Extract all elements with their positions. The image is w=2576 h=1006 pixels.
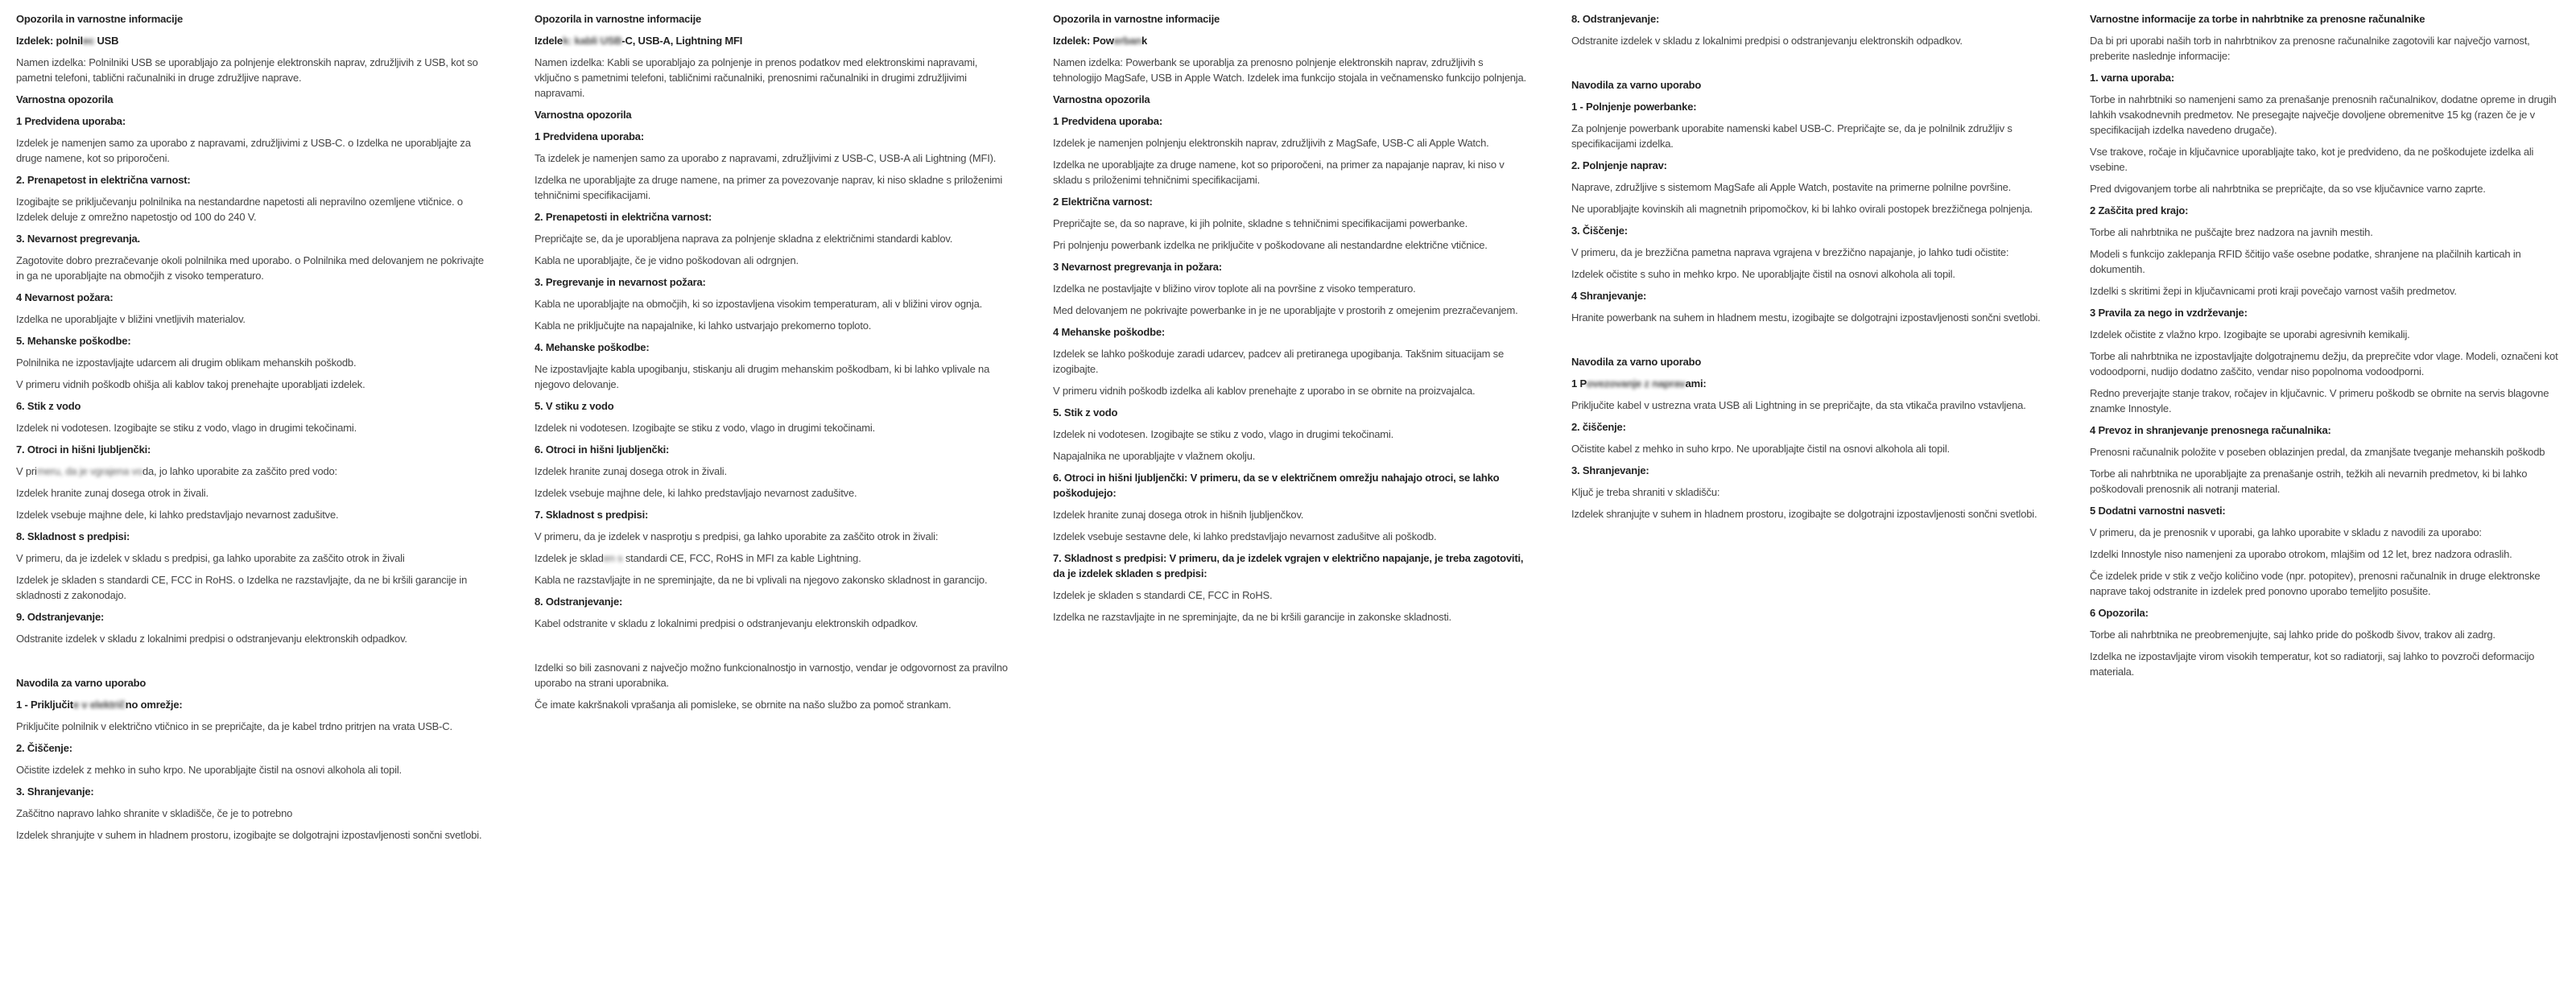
section-heading: 5 Dodatni varnostni nasveti: — [2090, 505, 2226, 517]
paragraph: Izdelek očistite z vlažno krpo. Izogibajte se uporabi agresivnih kemikalij. — [2090, 328, 2410, 340]
paragraph: V primeru vidnih poškodb ohišja ali kablov takoj prenehajte uporabljati izdelek. — [16, 378, 365, 390]
section-heading: 5. Mehanske poškodbe: — [16, 335, 131, 347]
paragraph: Torbe ali nahrbtnika ne izpostavljajte dolgotrajnemu dežju, da preprečite vdor vlage. Modeli, označeni kot vodoodporni, nudijo dodatno zaščito, vendar niso popolnoma vodoodporni. — [2090, 350, 2561, 377]
paragraph: Torbe ali nahrbtnika ne preobremenjujte, saj lahko pride do poškodb šivov, trakov ali zadrg. — [2090, 629, 2496, 641]
section-heading: Navodila za varno uporabo — [16, 677, 147, 689]
text-segment: no omrežje: — [125, 699, 183, 711]
section-heading: 7. Otroci in hišni ljubljenčki: — [16, 443, 151, 456]
section-heading: 3. Shranjevanje: — [16, 785, 94, 798]
paragraph: Torbe ali nahrbtnika ne puščajte brez nadzora na javnih mestih. — [2090, 226, 2373, 238]
section-heading: 3 Nevarnost pregrevanja in požara: — [1053, 261, 1222, 273]
paragraph: Med delovanjem ne pokrivajte powerbanke in je ne uporabljajte v prostorih z omejenim prezračevanjem. — [1053, 304, 1518, 316]
paragraph: Za polnjenje powerbank uporabite namenski kabel USB-C. Prepričajte se, da je polnilnik združljiv s specifikacijami izdelka. — [1571, 122, 2016, 150]
paragraph: V primeru, da je izdelek v skladu s predpisi, ga lahko uporabite za zaščito otrok in živali — [16, 552, 405, 564]
paragraph: Izdelek shranjujte v suhem in hladnem prostoru, izogibajte se dolgotrajni izpostavljenosti sončni svetlobi. — [16, 829, 482, 841]
section-heading: 7. Skladnost s predpisi: V primeru, da je izdelek vgrajen v električno napajanje, je treba zagotoviti, da je izdelek skladen s predpisi: — [1053, 552, 1526, 579]
paragraph: Izdelka ne uporabljajte za druge namene, kot so priporočeni, na primer za napajanje naprav, ki niso v skladu s priloženimi tehničnimi specifikacijami. — [1053, 159, 1507, 186]
column-3 — [1053, 11, 1528, 631]
section-heading: 8. Odstranjevanje: — [535, 596, 623, 608]
paragraph: Kabla ne uporabljajte, če je vidno poškodovan ali odrgnjen. — [535, 254, 799, 266]
paragraph: V primeru, da je izdelek v nasprotju s predpisi, ga lahko uporabite za zaščito otrok in živali: — [535, 530, 939, 542]
section-heading: Opozorila in varnostne informacije — [1053, 13, 1220, 25]
paragraph: Izdelka ne izpostavljajte virom visokih temperatur, kot so radiatorji, saj lahko to povzroči deformacijo materiala. — [2090, 650, 2537, 678]
section-heading: Varnostna opozorila — [1053, 93, 1150, 105]
section-heading: 2. Polnjenje naprav: — [1571, 159, 1667, 171]
paragraph: Ne izpostavljajte kabla upogibanju, stiskanju ali drugim mehanskim poškodbam, ki bi lahko vplivale na njegovo delovanje. — [535, 363, 993, 390]
paragraph: Prepričajte se, da so naprave, ki jih polnite, skladne s tehničnimi specifikacijami powerbanke. — [1053, 217, 1468, 229]
spacer — [1571, 332, 2046, 354]
text-segment: Izdelek je sklad — [535, 552, 604, 564]
text-segment: -C, USB-A, Lightning MFI — [621, 35, 743, 47]
text-segment: standardi CE, FCC, RoHS in MFI za kable Lightning. — [625, 552, 861, 564]
paragraph: Izdelek je namenjen samo za uporabo z napravami, združljivimi z USB-C. o Izdelka ne uporabljajte za druge namene, kot so priporočeni. — [16, 137, 474, 164]
paragraph: Da bi pri uporabi naših torb in nahrbtnikov za prenosne računalnike zagotovili kar največjo varnost, preberite naslednje informacije: — [2090, 35, 2533, 62]
section-heading: 2. Prenapetosti in električna varnost: — [535, 211, 712, 223]
paragraph: Ne uporabljajte kovinskih ali magnetnih pripomočkov, ki bi lahko ovirali postopek brezžičnega polnjenja. — [1571, 203, 2033, 215]
paragraph: Izdelek ni vodotesen. Izogibajte se stiku z vodo, vlago in drugimi tekočinami. — [535, 422, 876, 434]
section-heading: 1 Predvidena uporaba: — [1053, 115, 1162, 127]
column-5 — [2090, 11, 2565, 686]
paragraph: Torbe ali nahrbtnika ne uporabljajte za prenašanje ostrih, težkih ali nevarnih predmetov, ki bi lahko poškodovali prenosnik ali notranji material. — [2090, 468, 2530, 495]
section-heading: 1. varna uporaba: — [2090, 72, 2174, 84]
paragraph: Izdelek shranjujte v suhem in hladnem prostoru, izogibajte se dolgotrajni izpostavljenosti sončni svetlobi. — [1571, 508, 2037, 520]
paragraph: Izdelek ni vodotesen. Izogibajte se stiku z vodo, vlago in drugimi tekočinami. — [1053, 428, 1394, 440]
section-heading: 3. Čiščenje: — [1571, 225, 1628, 237]
paragraph: Priključite polnilnik v električno vtičnico in se prepričajte, da je kabel trdno pritrjen na vrata USB-C. — [16, 720, 452, 732]
section-heading: 2 Zaščita pred krajo: — [2090, 204, 2189, 216]
paragraph: Izdelek hranite zunaj dosega otrok in živali. — [16, 487, 208, 499]
paragraph: Prenosni računalnik položite v poseben oblazinjen predal, da zmanjšate tveganje mehanskih poškodb — [2090, 446, 2545, 458]
text-segment: USB — [94, 35, 119, 47]
paragraph — [16, 464, 491, 479]
section-heading: 5. Stik z vodo — [1053, 406, 1118, 418]
section-heading — [16, 33, 491, 48]
paragraph: Izdelek očistite s suho in mehko krpo. Ne uporabljajte čistil na osnovi alkohola ali topil. — [1571, 268, 1955, 280]
paragraph: Vse trakove, ročaje in ključavnice uporabljajte tako, kot je predvideno, da ne poškodujete izdelka ali vsebine. — [2090, 146, 2537, 173]
paragraph: Kabel odstranite v skladu z lokalnimi predpisi o odstranjevanju elektronskih odpadkov. — [535, 617, 919, 629]
section-heading: 7. Skladnost s predpisi: — [535, 509, 649, 521]
paragraph: Namen izdelka: Polnilniki USB se uporabljajo za polnjenje elektronskih naprav, združljivih z USB, kot so pametni telefoni, tablični računalniki in druge združljive naprave. — [16, 56, 481, 84]
paragraph: Izdelek je skladen s standardi CE, FCC in RoHS. o Izdelka ne razstavljajte, da ne bi kršili garancije in skladnosti z zakonodajo. — [16, 574, 470, 601]
paragraph: Izdelki so bili zasnovani z največjo možno funkcionalnostjo in varnostjo, vendar je odgovornost za pravilno uporabo na strani uporabnika. — [535, 662, 1011, 689]
section-heading: 6. Otroci in hišni ljubljenčki: — [535, 443, 670, 456]
paragraph — [535, 550, 1009, 566]
paragraph: Modeli s funkcijo zaklepanja RFID ščitijo vaše osebne podatke, shranjene na plačilnih karticah in dokumentih. — [2090, 248, 2524, 275]
text-segment: Izdelek: Pow — [1053, 35, 1114, 47]
section-heading: 1 - Polnjenje powerbanke: — [1571, 101, 1697, 113]
text-segment: Izdele — [535, 35, 563, 47]
section-heading: 1 Predvidena uporaba: — [16, 115, 126, 127]
section-heading: 2. Čiščenje: — [16, 742, 72, 754]
column-1 — [16, 11, 491, 849]
paragraph: Izdelka ne razstavljajte in ne spreminjajte, da ne bi kršili garancije in zakonske skladnosti. — [1053, 611, 1451, 623]
redacted-text: erban — [1113, 35, 1142, 47]
paragraph: Ključ je treba shraniti v skladišču: — [1571, 486, 1720, 498]
paragraph: Izdelek ni vodotesen. Izogibajte se stiku z vodo, vlago in drugimi tekočinami. — [16, 422, 357, 434]
section-heading — [1053, 33, 1528, 48]
paragraph: Izdelka ne uporabljajte za druge namene, na primer za povezovanje naprav, ki niso skladne s priloženimi tehničnimi specifikacijami. — [535, 174, 1005, 201]
paragraph: Zagotovite dobro prezračevanje okoli polnilnika med uporabo. o Polnilnika med delovanjem ne pokrivajte in ga ne uporabljajte na območjih z visoko temperaturo. — [16, 254, 487, 282]
spacer — [1571, 55, 2046, 77]
paragraph: V primeru, da je brezžična pametna naprava vgrajena v brezžično napajanje, jo lahko tudi očistite: — [1571, 246, 2009, 258]
paragraph: Izdelek je skladen s standardi CE, FCC in RoHS. — [1053, 589, 1273, 601]
section-heading: 4 Nevarnost požara: — [16, 291, 114, 303]
paragraph: Naprave, združljive s sistemom MagSafe ali Apple Watch, postavite na primerne polnilne površine. — [1571, 181, 2012, 193]
paragraph: Očistite kabel z mehko in suho krpo. Ne uporabljajte čistil na osnovi alkohola ali topil. — [1571, 443, 1950, 455]
text-segment: V pri — [16, 465, 37, 477]
section-heading: 1 Predvidena uporaba: — [535, 130, 644, 142]
text-segment: da, jo lahko uporabite za zaščito pred vodo: — [142, 465, 337, 477]
section-heading: Opozorila in varnostne informacije — [16, 13, 184, 25]
paragraph: V primeru, da je prenosnik v uporabi, ga lahko uporabite v skladu z navodili za uporabo: — [2090, 526, 2482, 538]
paragraph: Namen izdelka: Powerbank se uporablja za prenosno polnjenje elektronskih naprav, združljivih s tehnologijo MagSafe, USB in Apple Watch. Izdelek ima funkcijo stojala in večnamensko funkcijo polnjenja. — [1053, 56, 1526, 84]
paragraph: Izdelek vsebuje majhne dele, ki lahko predstavljajo nevarnost zadušitve. — [535, 487, 857, 499]
section-heading: 3. Nevarnost pregrevanja. — [16, 233, 140, 245]
paragraph: Pri polnjenju powerbank izdelka ne priključite v poškodovane ali nestandardne električne vtičnice. — [1053, 239, 1488, 251]
paragraph: Izogibajte se priključevanju polnilnika na nestandardne napetosti ali nepravilno ozemljene vtičnice. o Izdelek deluje z omrežno napetostjo od 100 do 240 V. — [16, 196, 466, 223]
paragraph: Izdelki s skritimi žepi in ključavnicami proti kraji povečajo varnost vaših predmetov. — [2090, 285, 2457, 297]
text-segment: Izdelek: polnil — [16, 35, 83, 47]
paragraph: V primeru vidnih poškodb izdelka ali kablov prenehajte z uporabo in se obrnite na proizvajalca. — [1053, 385, 1476, 397]
redacted-text: en s — [603, 552, 625, 564]
paragraph: Odstranite izdelek v skladu z lokalnimi predpisi o odstranjevanju elektronskih odpadkov. — [1571, 35, 1963, 47]
paragraph: Kabla ne uporabljajte na območjih, ki so izpostavljena visokim temperaturam, ali v bližini virov ognja. — [535, 298, 983, 310]
paragraph: Izdelka ne postavljajte v bližino virov toplote ali na površine z visoko temperaturo. — [1053, 282, 1416, 295]
paragraph: Napajalnika ne uporabljajte v vlažnem okolju. — [1053, 450, 1256, 462]
column-2 — [535, 11, 1009, 719]
paragraph: Prepričajte se, da je uporabljena naprava za polnjenje skladna z električnimi standardi kablov. — [535, 233, 953, 245]
section-heading: 2. Prenapetost in električna varnost: — [16, 174, 191, 186]
section-heading: 5. V stiku z vodo — [535, 400, 614, 412]
section-heading: Varnostne informacije za torbe in nahrbtnike za prenosne računalnike — [2090, 13, 2425, 25]
redacted-text: k: kabli USB — [562, 35, 622, 47]
paragraph: Priključite kabel v ustrezna vrata USB ali Lightning in se prepričajte, da sta vtikača pravilno vstavljena. — [1571, 399, 2026, 411]
section-heading: Varnostna opozorila — [16, 93, 114, 105]
section-heading: 2 Električna varnost: — [1053, 196, 1153, 208]
paragraph: Kabla ne priključujte na napajalnike, ki lahko ustvarjajo prekomerno toploto. — [535, 320, 872, 332]
paragraph: Namen izdelka: Kabli se uporabljajo za polnjenje in prenos podatkov med elektronskimi napravami, vključno s pametnimi telefoni, tabličnimi računalniki, prenosnimi računalniki in drugimi združljivimi napravami. — [535, 56, 980, 99]
paragraph: Polnilnika ne izpostavljajte udarcem ali drugim oblikam mehanskih poškodb. — [16, 357, 357, 369]
section-heading: 3 Pravila za nego in vzdrževanje: — [2090, 307, 2248, 319]
text-segment: k — [1141, 35, 1148, 47]
section-heading: Navodila za varno uporabo — [1571, 356, 1702, 368]
column-4 — [1571, 11, 2046, 528]
section-heading: 4. Mehanske poškodbe: — [535, 341, 650, 353]
paragraph: Izdelek hranite zunaj dosega otrok in hišnih ljubljenčkov. — [1053, 509, 1304, 521]
section-heading: 8. Odstranjevanje: — [1571, 13, 1660, 25]
safety-document — [16, 11, 2565, 849]
section-heading: Opozorila in varnostne informacije — [535, 13, 702, 25]
section-heading — [535, 33, 1009, 48]
spacer — [16, 653, 491, 675]
paragraph: Pred dvigovanjem torbe ali nahrbtnika se prepričajte, da so vse ključavnice varno zaprte. — [2090, 183, 2486, 195]
paragraph: Odstranite izdelek v skladu z lokalnimi predpisi o odstranjevanju elektronskih odpadkov. — [16, 633, 407, 645]
paragraph: Izdelek hranite zunaj dosega otrok in živali. — [535, 465, 727, 477]
section-heading: 4 Shranjevanje: — [1571, 290, 1647, 302]
paragraph: Torbe in nahrbtniki so namenjeni samo za prenašanje prenosnih računalnikov, dodatne opreme in drugih lahkih vsakodnevnih predmetov. Ne presegajte največje dovoljene obremenitve 15 kg (razen če je v specifikacijah izdelka navedeno drugače). — [2090, 93, 2559, 136]
paragraph: Izdelek se lahko poškoduje zaradi udarcev, padcev ali pretiranega upogibanja. Takšnim situacijam se izogibajte. — [1053, 348, 1507, 375]
section-heading — [1571, 376, 2046, 391]
section-heading: 3. Pregrevanje in nevarnost požara: — [535, 276, 706, 288]
section-heading: 4 Mehanske poškodbe: — [1053, 326, 1166, 338]
paragraph: Izdelek vsebuje sestavne dele, ki lahko predstavljajo nevarnost zadušitve ali poškodb. — [1053, 530, 1437, 542]
paragraph: Izdelek je namenjen polnjenju elektronskih naprav, združljivih z MagSafe, USB-C ali Apple Watch. — [1053, 137, 1489, 149]
paragraph: Ta izdelek je namenjen samo za uporabo z napravami, združljivimi z USB-C, USB-A ali Lightning (MFI). — [535, 152, 997, 164]
section-heading: 6. Stik z vodo — [16, 400, 81, 412]
paragraph: Če izdelek pride v stik z večjo količino vode (npr. potopitev), prenosni računalnik in druge elektronske naprave takoj odstranite in izdelek pred ponovno uporabo temeljito posušite. — [2090, 570, 2543, 597]
paragraph: Če imate kakršnakoli vprašanja ali pomisleke, se obrnite na našo službo za pomoč strankam. — [535, 699, 952, 711]
paragraph: Zaščitno napravo lahko shranite v skladišče, če je to potrebno — [16, 807, 293, 819]
section-heading: 6 Opozorila: — [2090, 607, 2149, 619]
section-heading: Navodila za varno uporabo — [1571, 79, 1702, 91]
text-segment: 1 - Priključit — [16, 699, 73, 711]
text-segment: 1 P — [1571, 377, 1587, 390]
section-heading: 3. Shranjevanje: — [1571, 464, 1649, 476]
paragraph: Izdelka ne uporabljajte v bližini vnetljivih materialov. — [16, 313, 246, 325]
section-heading: 6. Otroci in hišni ljubljenčki: V primeru, da se v električnem omrežju nahajajo otroci, se lahko poškodujejo: — [1053, 472, 1502, 499]
section-heading — [16, 697, 491, 712]
text-segment: ami: — [1685, 377, 1707, 390]
redacted-text: ovezovanje z naprav — [1586, 377, 1686, 390]
paragraph: Izdelek vsebuje majhne dele, ki lahko predstavljajo nevarnost zadušitve. — [16, 509, 339, 521]
section-heading: 9. Odstranjevanje: — [16, 611, 105, 623]
section-heading: 4 Prevoz in shranjevanje prenosnega računalnika: — [2090, 424, 2331, 436]
section-heading: 8. Skladnost s predpisi: — [16, 530, 130, 542]
paragraph: Izdelki Innostyle niso namenjeni za uporabo otrokom, mlajšim od 12 let, brez nadzora odraslih. — [2090, 548, 2512, 560]
paragraph: Kabla ne razstavljajte in ne spreminjajte, da ne bi vplivali na njegovo zakonsko skladnost in garancijo. — [535, 574, 988, 586]
paragraph: Redno preverjajte stanje trakov, ročajev in ključavnic. V primeru poškodb se obrnite na servis blagovne znamke Innostyle. — [2090, 387, 2552, 414]
paragraph: Očistite izdelek z mehko in suho krpo. Ne uporabljajte čistil na osnovi alkohola ali topil. — [16, 764, 402, 776]
spacer — [535, 637, 1009, 660]
section-heading: Varnostna opozorila — [535, 109, 632, 121]
paragraph: Hranite powerbank na suhem in hladnem mestu, izogibajte se dolgotrajni izpostavljenosti sončni svetlobi. — [1571, 311, 2041, 324]
section-heading: 2. čiščenje: — [1571, 421, 1626, 433]
redacted-text: ec — [82, 35, 95, 47]
redacted-text: meru, da je vgrajena vo — [36, 465, 142, 477]
redacted-text: e v električ — [72, 699, 126, 711]
